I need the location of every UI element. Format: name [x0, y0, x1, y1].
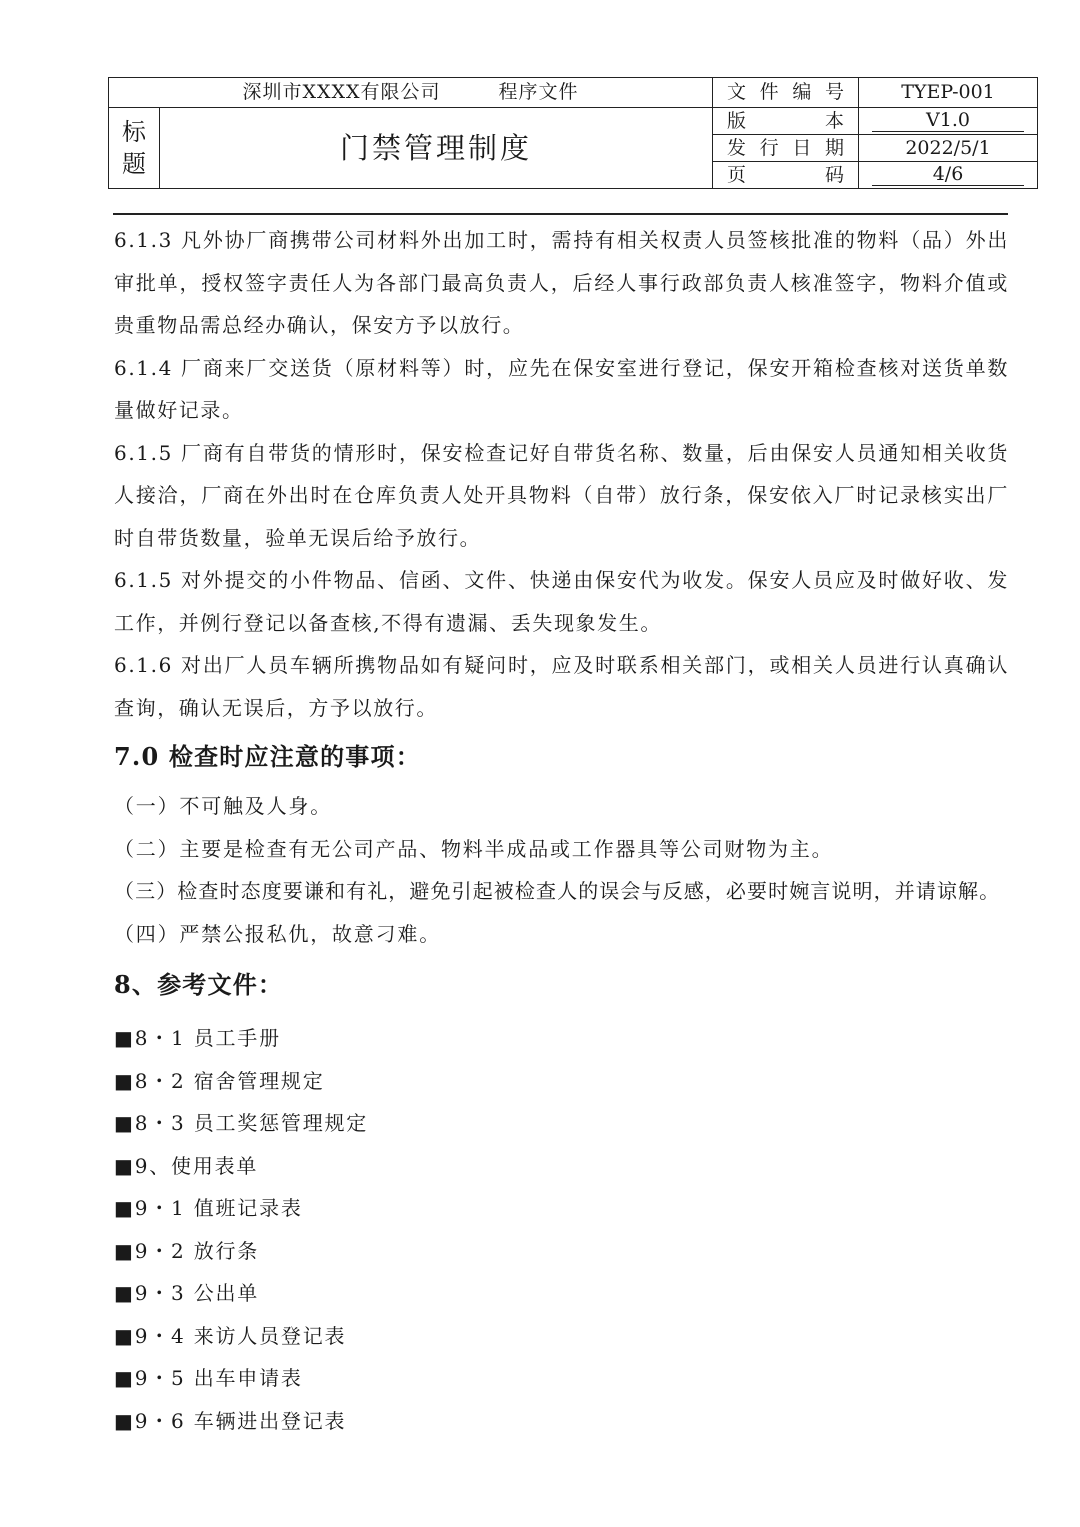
- reference-item: ■8・1 员工手册: [114, 1026, 281, 1050]
- page-label: 页 码: [713, 162, 859, 189]
- section-7-item: （一）不可触及人身。: [114, 794, 332, 818]
- form-item: ■9・3 公出单: [114, 1281, 260, 1305]
- paragraph-6-1-5-b: 6.1.5 对外提交的小件物品、信函、文件、快递由保安代为收发。保安人员应及时做好收、发工作，并例行登记以备查核,不得有遗漏、丢失现象发生。: [114, 568, 1009, 635]
- issue-date-label: 发 行 日 期: [713, 135, 859, 162]
- section-7-heading: 7.0 检查时应注意的事项：: [114, 742, 421, 771]
- form-item: ■9・6 车辆进出登记表: [114, 1408, 347, 1433]
- paragraph-6-1-3: 6.1.3 凡外协厂商携带公司材料外出加工时，需持有相关权责人员签核批准的物料（品）外出审批单，授权签字责任人为各部门最高负责人，后经人事行政部负责人核准签字，物料介值或贵重物品需总经办确认，保安方予以放行。: [114, 228, 1009, 337]
- reference-item: ■8・2 宿舍管理规定: [114, 1068, 325, 1093]
- document-header-table: [108, 77, 1038, 189]
- doc-number-label: 文 件 编 号: [713, 78, 859, 108]
- version-value: V1.0: [859, 108, 1038, 135]
- form-item: ■9・2 放行条: [114, 1238, 260, 1263]
- section-7-item: （二）主要是检查有无公司产品、物料半成品或工作器具等公司财物为主。: [114, 836, 834, 861]
- form-item: ■9・5 出车申请表: [114, 1366, 303, 1390]
- document-type: 程序文件: [498, 81, 579, 103]
- page-number-value: 4/6: [859, 162, 1038, 189]
- title-label: 标 题: [109, 108, 160, 189]
- header-divider: [113, 213, 1008, 215]
- paragraph-6-1-4: 6.1.4 厂商来厂交送货（原材料等）时，应先在保安室进行登记，保安开箱检查核对送货单数量做好记录。: [114, 355, 1009, 422]
- section-7-item: （四）严禁公报私仇，故意刁难。: [114, 921, 441, 946]
- forms-heading: ■9、使用表单: [114, 1153, 259, 1178]
- version-label: 版 本: [713, 108, 859, 135]
- paragraph-6-1-5-a: 6.1.5 厂商有自带货的情形时，保安检查记好自带货名称、数量，后由保安人员通知相关收货人接洽，厂商在外出时在仓库负责人处开具物料（自带）放行条，保安依入厂时记录核实出厂时自带货数量，验单无误后给予放行。: [114, 440, 1009, 550]
- company-cell: [109, 78, 713, 108]
- company-name: 深圳市XXXX有限公司: [242, 81, 441, 103]
- reference-item: ■8・3 员工奖惩管理规定: [114, 1111, 369, 1135]
- section-8-heading: 8、参考文件：: [114, 970, 284, 999]
- section-7-item: （三）检查时态度要谦和有礼，避免引起被检查人的误会与反感，必要时婉言说明，并请谅解。: [114, 879, 1001, 903]
- doc-number-value: TYEP-001: [859, 78, 1038, 108]
- document-title: 门禁管理制度: [160, 108, 713, 189]
- form-item: ■9・1 值班记录表: [114, 1196, 303, 1220]
- form-item: ■9・4 来访人员登记表: [114, 1323, 347, 1348]
- issue-date-value: 2022/5/1: [859, 135, 1038, 162]
- paragraph-6-1-6: 6.1.6 对出厂人员车辆所携物品如有疑问时，应及时联系相关部门，或相关人员进行认真确认查询，确认无误后，方予以放行。: [114, 653, 1009, 720]
- document-body: [114, 219, 1009, 1442]
